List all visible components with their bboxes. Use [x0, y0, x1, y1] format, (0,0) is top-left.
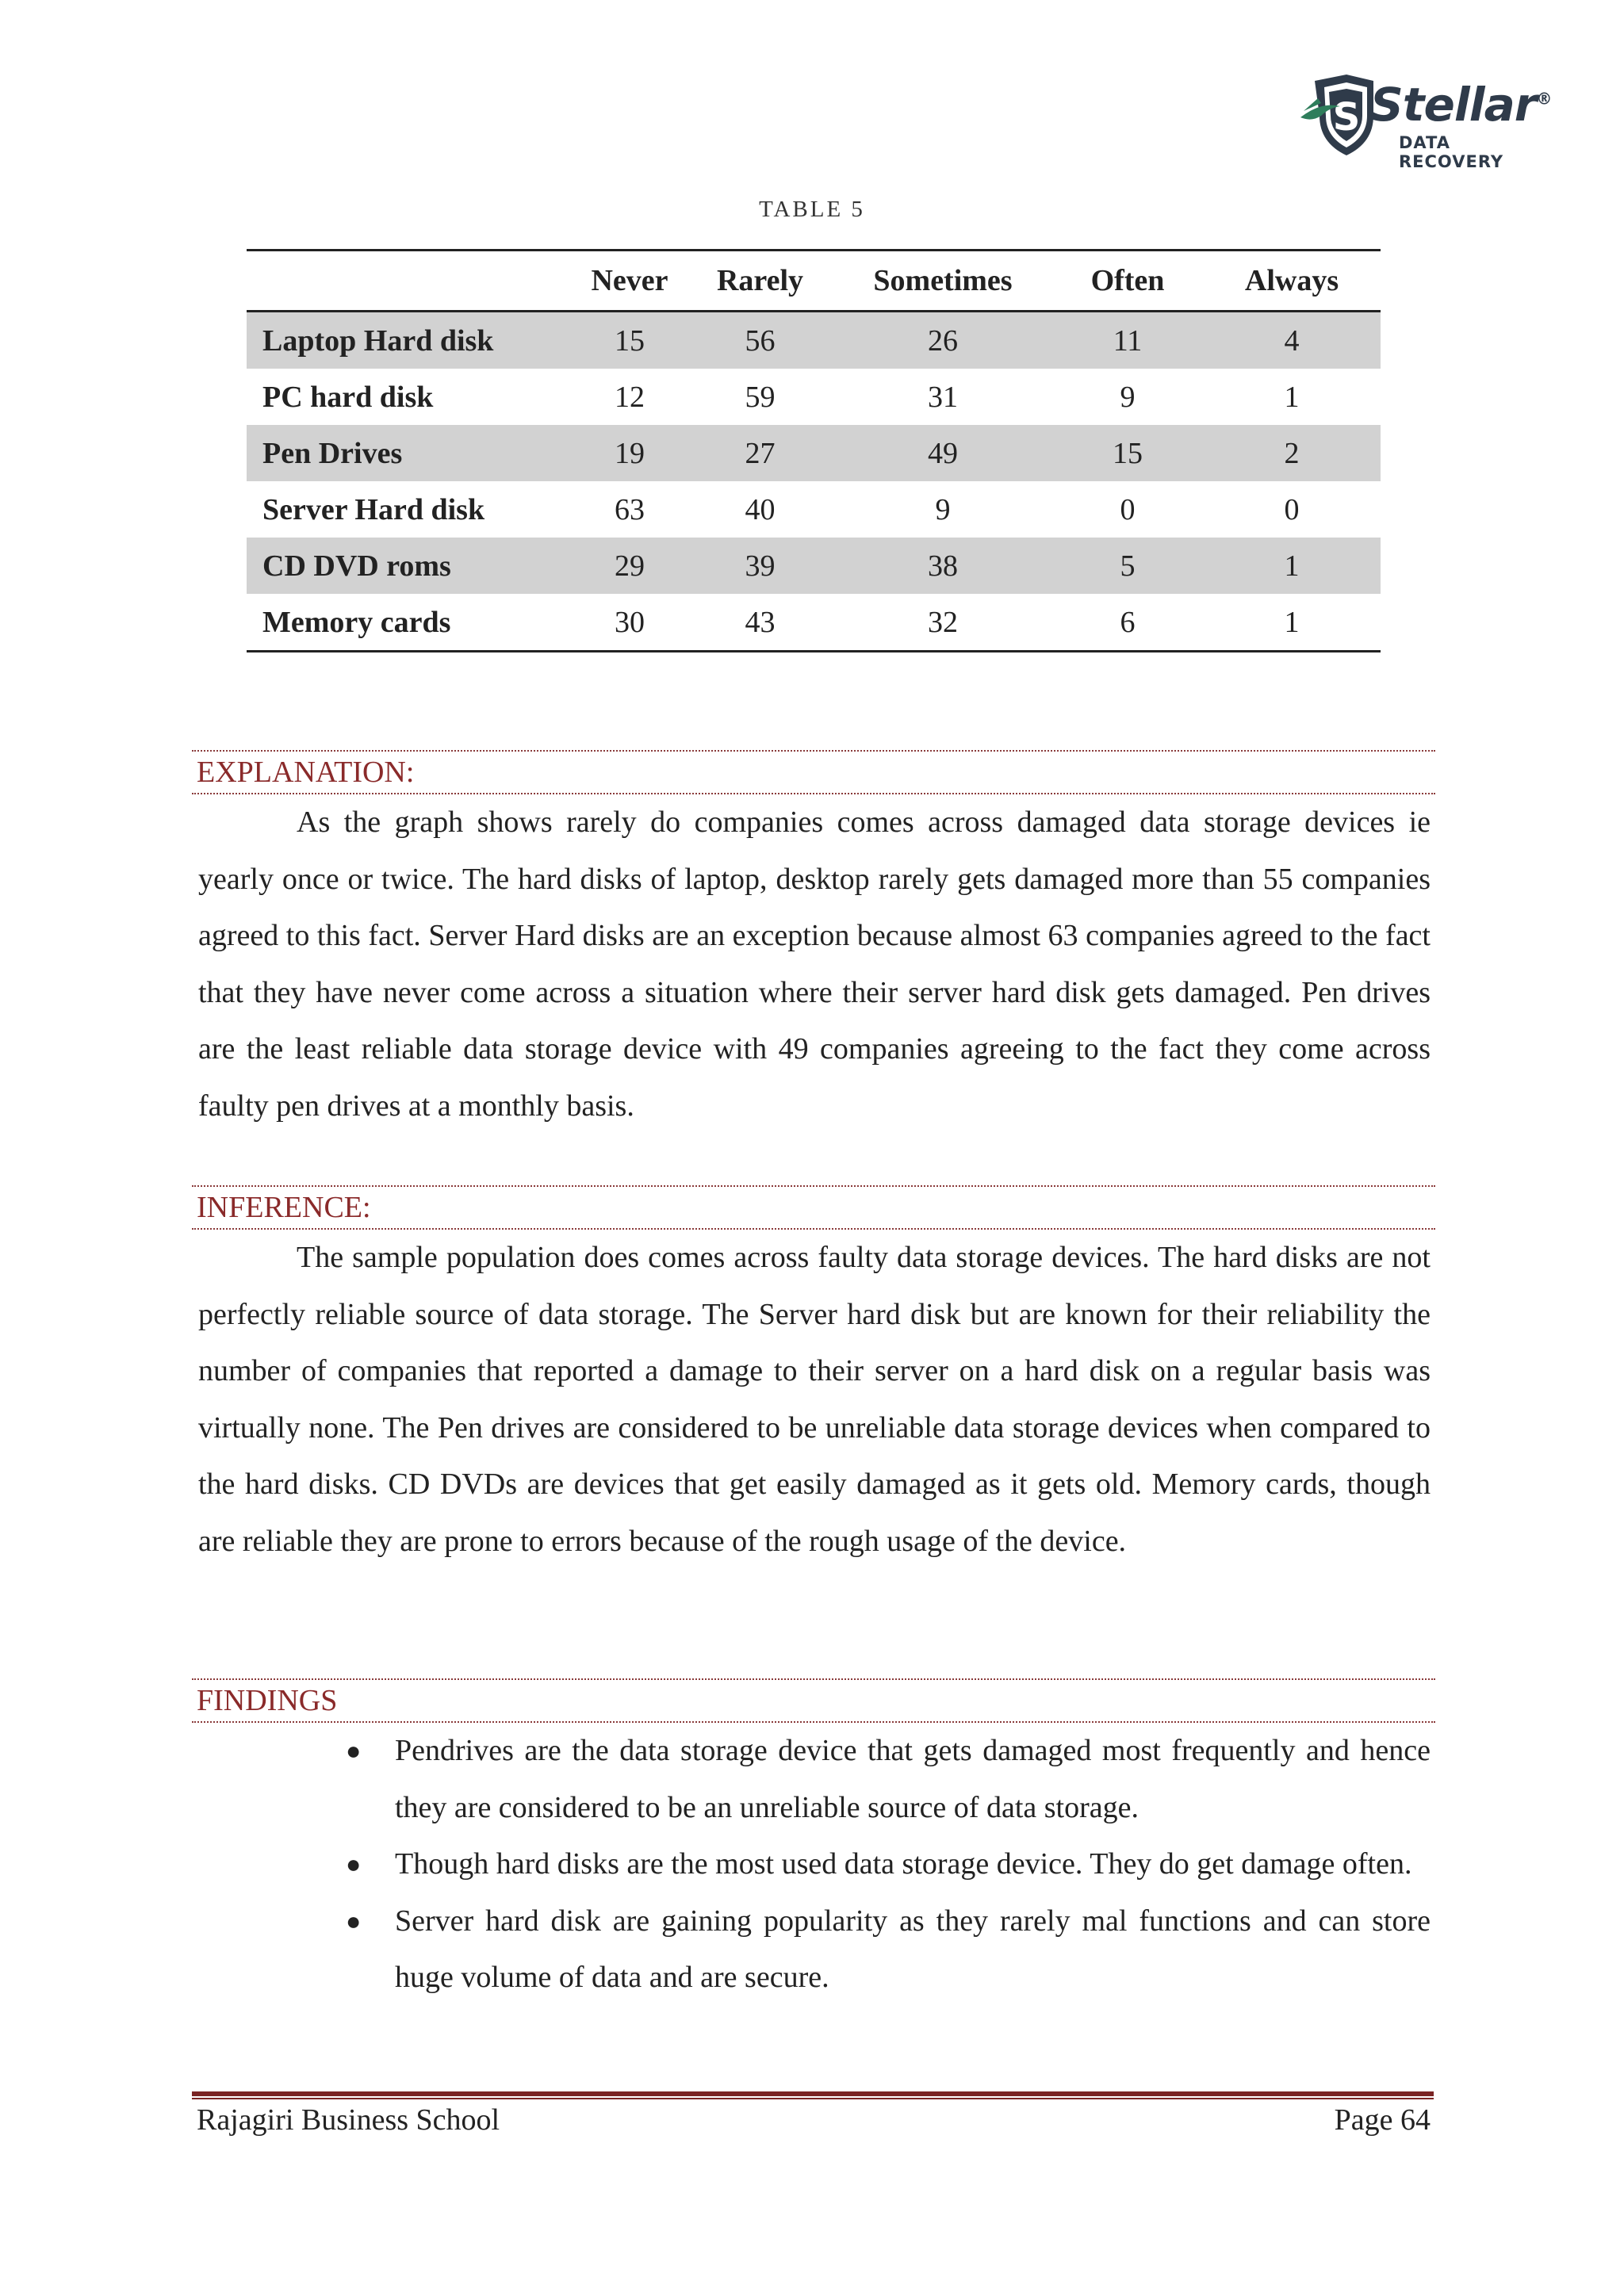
table-cell: 12 — [615, 380, 645, 414]
row-label: Laptop Hard disk — [247, 312, 573, 369]
logo-subtitle: DATA RECOVERY — [1399, 133, 1504, 171]
table-cell: 1 — [1203, 594, 1381, 652]
table-cell: 15 — [573, 312, 687, 369]
table-cell: 11 — [1052, 312, 1203, 369]
stellar-logo — [1297, 70, 1552, 171]
column-header — [247, 251, 573, 312]
table-cell: 40 — [745, 492, 776, 526]
footer-school-name: Rajagiri Business School — [197, 2103, 500, 2137]
row-label: Server Hard disk — [262, 492, 485, 526]
table-cell: 39 — [687, 538, 833, 594]
table-cell: 19 — [573, 425, 687, 481]
findings-heading: FINDINGS — [192, 1678, 1435, 1723]
column-header: Sometimes — [833, 251, 1052, 312]
bullet-icon: ● — [346, 1850, 362, 1878]
list-item: ● Server hard disk are gaining popularity as they rarely mal functions and can store huge volume of data and are secure. — [395, 1893, 1431, 2007]
table-cell: 32 — [833, 594, 1052, 652]
svg-text:S: S — [1332, 95, 1361, 140]
table-cell: 63 — [615, 492, 645, 526]
row-label: Memory cards — [247, 594, 573, 652]
row-label: PC hard disk — [262, 380, 434, 414]
table-cell: 30 — [573, 594, 687, 652]
explanation-text: As the graph shows rarely do companies comes across damaged data storage devices ie yearly once or twice. The hard disks of laptop, desktop rarely gets damaged more than 55 companies agreed to this fact. Server Hard disks are an exception because almost 63 companies agreed to the fact that they have never come across a situation where their server hard disk gets damaged. Pen drives are the least reliable data storage device with 49 companies agreeing to the fact they come across faulty pen drives at a monthly basis. — [198, 806, 1431, 1123]
column-header: Often — [1052, 251, 1203, 312]
table-cell: 29 — [573, 538, 687, 594]
table-cell: 27 — [687, 425, 833, 481]
table-cell: 1 — [1284, 380, 1300, 414]
table-cell: 2 — [1203, 425, 1381, 481]
table-header-row — [247, 251, 1381, 312]
table-cell: 15 — [1052, 425, 1203, 481]
table-row — [247, 481, 1381, 538]
table-cell: 9 — [935, 492, 951, 526]
footer-divider — [192, 2091, 1434, 2099]
explanation-heading: EXPLANATION: — [192, 750, 1435, 794]
findings-list — [192, 1723, 1435, 2007]
column-header: Always — [1203, 251, 1381, 312]
explanation-section — [192, 750, 1435, 1135]
table-cell: 1 — [1203, 538, 1381, 594]
table-cell: 59 — [745, 380, 776, 414]
inference-text: The sample population does comes across faulty data storage devices. The hard disks are not perfectly reliable source of data storage. The Server hard disk but are known for their reliability the number of companies that reported a damage to their server on a hard disk on a regular basis was virtually none. The Pen drives are considered to be unreliable data storage devices when compared to the hard disks. CD DVDs are devices that get easily damaged as it gets old. Memory cards, though are reliable they are prone to errors because of the rough usage of the device. — [198, 1241, 1431, 1558]
table-cell: 43 — [687, 594, 833, 652]
table-row — [247, 594, 1381, 652]
bullet-icon: ● — [346, 1736, 362, 1765]
list-item: ● Pendrives are the data storage device that gets damaged most frequently and hence they are considered to be an unreliable source of data storage. — [395, 1723, 1431, 1836]
table-cell: 5 — [1052, 538, 1203, 594]
table-cell: 6 — [1052, 594, 1203, 652]
inference-section — [192, 1185, 1435, 1570]
row-label: Pen Drives — [247, 425, 573, 481]
table-row — [247, 312, 1381, 369]
table-cell: 0 — [1284, 492, 1300, 526]
table-cell: 31 — [928, 380, 958, 414]
data-table — [247, 249, 1381, 652]
column-header: Never — [573, 251, 687, 312]
column-header: Rarely — [687, 251, 833, 312]
table-cell: 38 — [833, 538, 1052, 594]
row-label: CD DVD roms — [247, 538, 573, 594]
table-cell: 4 — [1203, 312, 1381, 369]
table-cell: 9 — [1120, 380, 1136, 414]
table-row — [247, 538, 1381, 594]
inference-heading: INFERENCE: — [192, 1185, 1435, 1230]
table-caption: TABLE 5 — [759, 197, 865, 222]
table-cell: 26 — [833, 312, 1052, 369]
table-cell: 0 — [1120, 492, 1136, 526]
list-item: ● Though hard disks are the most used data storage device. They do get damage often. — [395, 1836, 1431, 1893]
table-row — [247, 425, 1381, 481]
table-cell: 49 — [833, 425, 1052, 481]
table-cell: 56 — [687, 312, 833, 369]
footer-page-number: Page 64 — [1334, 2103, 1431, 2137]
table-row — [247, 369, 1381, 425]
bullet-icon: ● — [346, 1906, 362, 1935]
findings-section — [192, 1678, 1435, 2007]
logo-brand: Stellar® — [1370, 78, 1552, 132]
